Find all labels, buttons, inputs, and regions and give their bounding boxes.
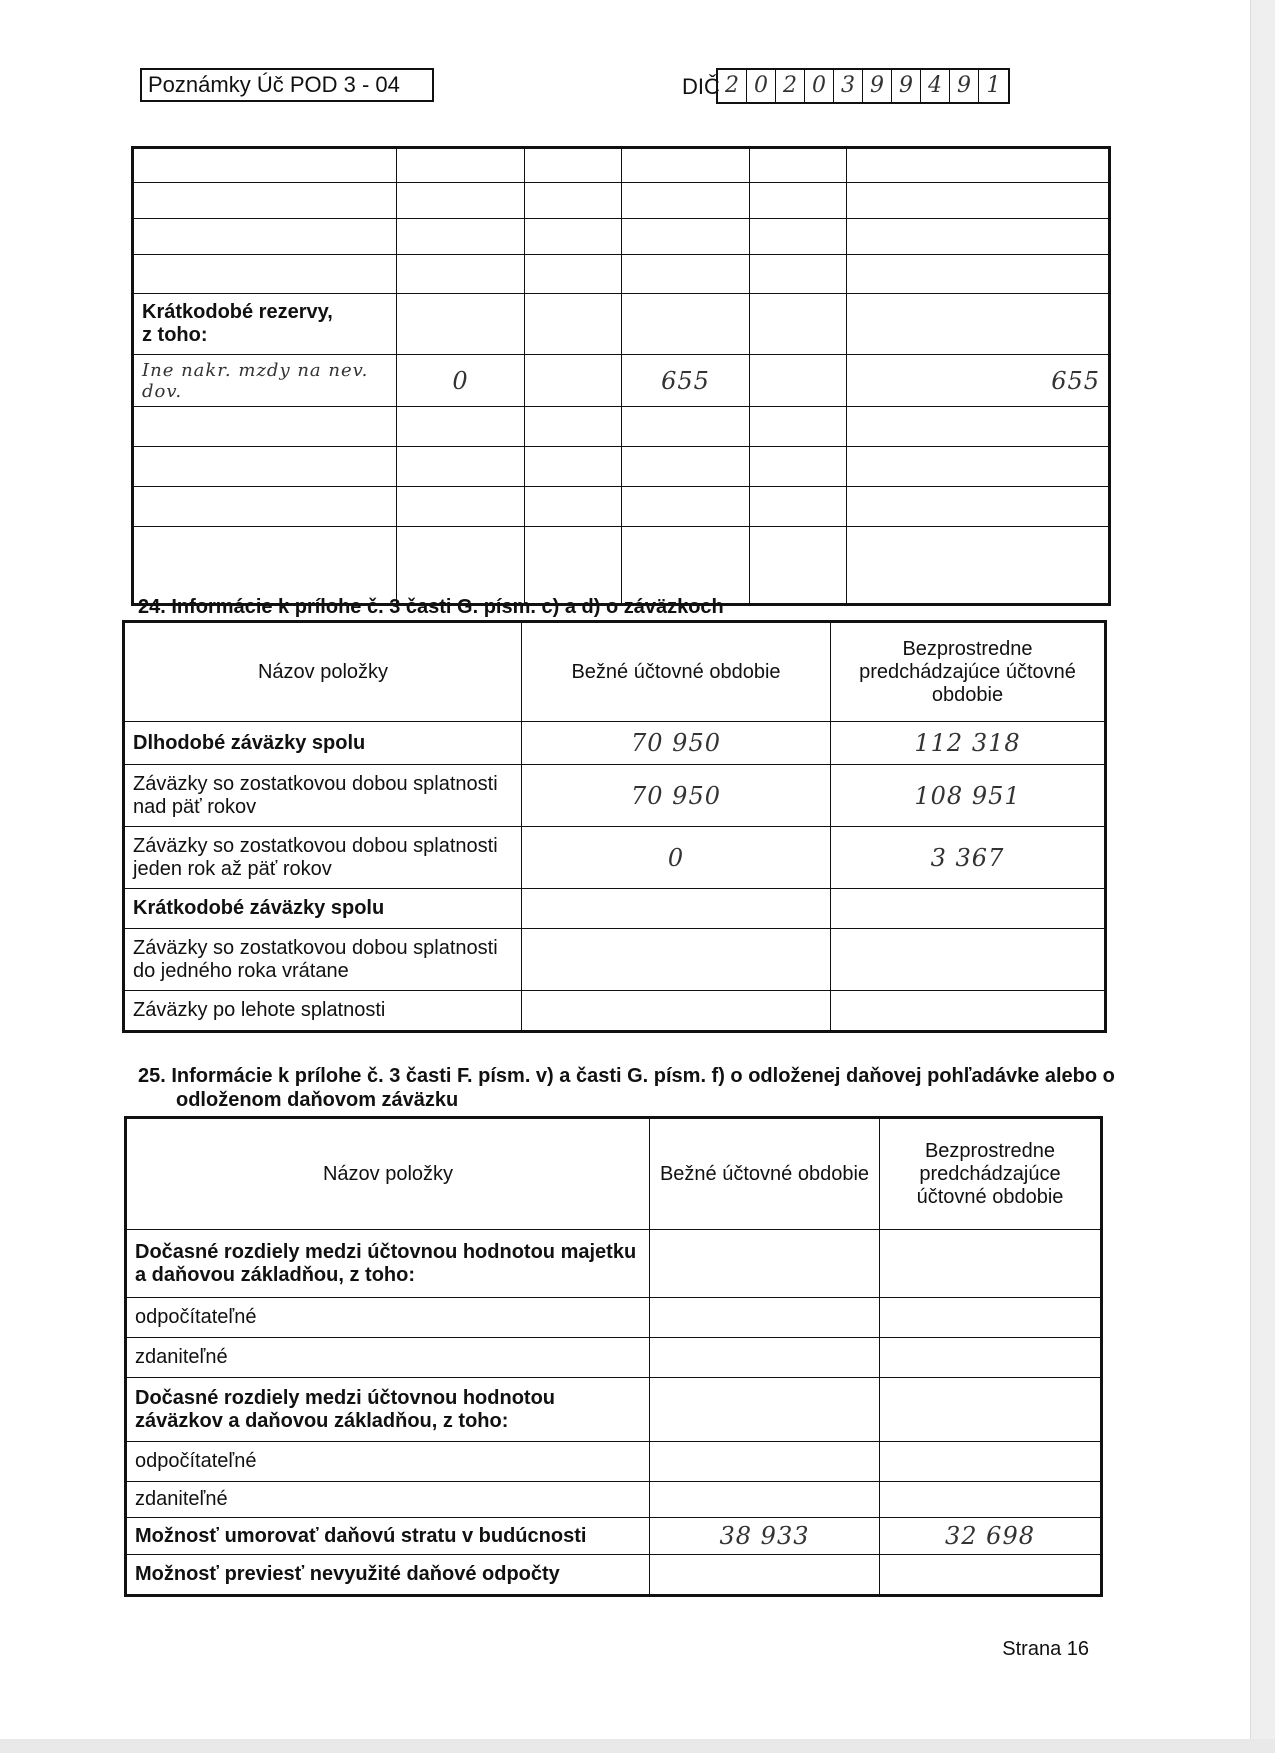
reserves-value-1: 0 <box>397 355 525 407</box>
row-previous <box>880 1442 1101 1482</box>
row-label: zdaniteľné <box>127 1338 650 1378</box>
row-previous <box>880 1378 1101 1442</box>
row-previous <box>831 929 1105 991</box>
table-row <box>125 889 1105 929</box>
col-header-previous: Bezprostredne predchádzajúce účtovné obdobie <box>831 623 1105 722</box>
row-label: odpočítateľné <box>127 1442 650 1482</box>
row-current: 38 933 <box>650 1518 880 1555</box>
scan-bottom-edge <box>0 1739 1275 1753</box>
row-current <box>522 991 831 1031</box>
row-label: zdaniteľné <box>127 1482 650 1518</box>
row-current <box>650 1442 880 1482</box>
row-label: Dočasné rozdiely medzi účtovnou hodnotou záväzkov a daňovou základňou, z toho: <box>127 1378 650 1442</box>
col-header-current: Bežné účtovné obdobie <box>650 1119 880 1230</box>
row-label: odpočítateľné <box>127 1298 650 1338</box>
reserves-table <box>133 148 1109 604</box>
dic-digit: 0 <box>747 70 776 102</box>
col-header-previous: Bezprostredne predchádzajúce účtovné obdobie <box>880 1119 1101 1230</box>
row-label: Záväzky so zostatkovou dobou splatnosti jeden rok až päť rokov <box>125 827 522 889</box>
row-current: 70 950 <box>522 765 831 827</box>
table-row <box>127 1378 1101 1442</box>
section-25-title-line1: 25. Informácie k prílohe č. 3 časti F. písm. v) a časti G. písm. f) o odloženej daňovej pohľadávke alebo o <box>138 1065 1115 1087</box>
dic-label: DIČ <box>682 74 720 99</box>
row-previous <box>831 889 1105 929</box>
row-previous <box>880 1298 1101 1338</box>
table-row <box>125 827 1105 889</box>
row-current <box>650 1338 880 1378</box>
table-row <box>127 1442 1101 1482</box>
table-row <box>125 722 1105 765</box>
row-previous <box>880 1482 1101 1518</box>
row-label: Záväzky so zostatkovou dobou splatnosti do jedného roka vrátane <box>125 929 522 991</box>
page-number: Strana 16 <box>1002 1638 1089 1660</box>
row-label: Záväzky so zostatkovou dobou splatnosti nad päť rokov <box>125 765 522 827</box>
row-current <box>522 889 831 929</box>
row-current <box>650 1230 880 1298</box>
section-25-title <box>138 1064 1115 1112</box>
section-25-title-line2: odloženom daňovom záväzku <box>176 1089 459 1111</box>
col-header-current: Bežné účtovné obdobie <box>522 623 831 722</box>
reserves-value-2: 655 <box>622 355 750 407</box>
dic-digit: 4 <box>921 70 950 102</box>
table-row <box>127 1482 1101 1518</box>
row-current <box>650 1555 880 1595</box>
row-current <box>650 1298 880 1338</box>
col-header-name: Názov položky <box>127 1119 650 1230</box>
row-previous: 112 318 <box>831 722 1105 765</box>
table-row <box>127 1555 1101 1595</box>
row-previous: 3 367 <box>831 827 1105 889</box>
dic-digit: 2 <box>718 70 747 102</box>
form-label: Poznámky Úč POD 3 - 04 <box>148 72 400 97</box>
row-previous <box>880 1555 1101 1595</box>
dic-digit: 3 <box>834 70 863 102</box>
dic-digit: 9 <box>892 70 921 102</box>
row-current <box>650 1378 880 1442</box>
liabilities-table <box>124 622 1105 1031</box>
deferred-tax-table <box>126 1118 1101 1595</box>
reserves-value-3: 655 <box>847 355 1109 407</box>
dic-digit: 0 <box>805 70 834 102</box>
section-24-title: 24. Informácie k prílohe č. 3 časti G. písm. c) a d) o záväzkoch <box>138 596 724 618</box>
dic-digit: 9 <box>863 70 892 102</box>
row-label: Možnosť umorovať daňovú stratu v budúcnosti <box>127 1518 650 1555</box>
row-current: 0 <box>522 827 831 889</box>
row-label: Dlhodobé záväzky spolu <box>125 722 522 765</box>
dic-digit: 2 <box>776 70 805 102</box>
table-row <box>127 1338 1101 1378</box>
row-current <box>650 1482 880 1518</box>
dic-digit: 9 <box>950 70 979 102</box>
dic-digit: 1 <box>986 73 1001 98</box>
row-previous: 108 951 <box>831 765 1105 827</box>
row-label: Dočasné rozdiely medzi účtovnou hodnotou majetku a daňovou základňou, z toho: <box>127 1230 650 1298</box>
row-label: Krátkodobé záväzky spolu <box>125 889 522 929</box>
table-row <box>125 991 1105 1031</box>
row-previous <box>880 1338 1101 1378</box>
table-row <box>127 1298 1101 1338</box>
table-row <box>125 929 1105 991</box>
row-current: 70 950 <box>522 722 831 765</box>
reserves-label: Krátkodobé rezervy, z toho: <box>134 294 397 355</box>
table-row <box>125 765 1105 827</box>
handwritten-item: Ine nakr. mzdy na nev. dov. <box>134 355 397 407</box>
row-current <box>522 929 831 991</box>
row-label: Záväzky po lehote splatnosti <box>125 991 522 1031</box>
table-row <box>127 1518 1101 1555</box>
row-previous <box>880 1230 1101 1298</box>
dic-digit-boxes <box>716 68 1010 104</box>
row-label: Možnosť previesť nevyužité daňové odpočty <box>127 1555 650 1595</box>
col-header-name: Názov položky <box>125 623 522 722</box>
row-previous <box>831 991 1105 1031</box>
scan-page-edge <box>1250 0 1275 1753</box>
form-label-box <box>140 68 434 102</box>
row-previous: 32 698 <box>880 1518 1101 1555</box>
table-row <box>127 1230 1101 1298</box>
